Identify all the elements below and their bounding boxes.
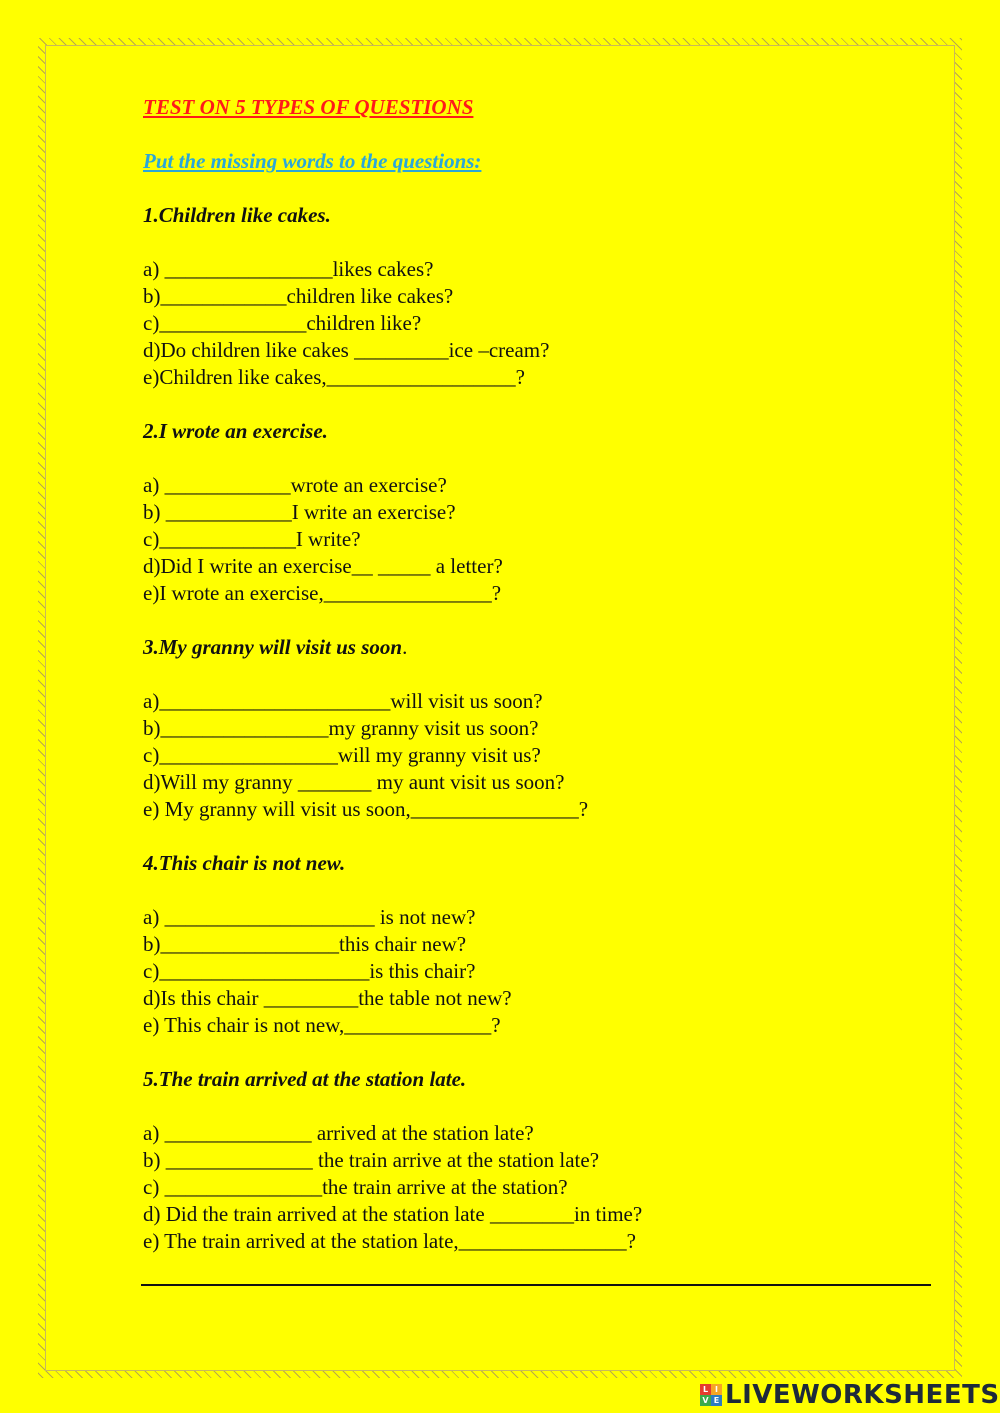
question-line: c)_____________I write? bbox=[143, 527, 361, 551]
question-line: d) Did the train arrived at the station late ________in time? bbox=[143, 1202, 643, 1226]
worksheet-content bbox=[143, 94, 943, 1255]
question-line: e)I wrote an exercise,________________? bbox=[143, 581, 502, 605]
question-line: b) ____________I write an exercise? bbox=[143, 500, 456, 524]
question-line: b) ______________ the train arrive at the station late? bbox=[143, 1148, 600, 1172]
question-line: a) ______________ arrived at the station late? bbox=[143, 1121, 534, 1145]
worksheet-title: TEST ON 5 TYPES OF QUESTIONS bbox=[143, 95, 474, 119]
logo-letter: V bbox=[700, 1395, 711, 1406]
question-line: a) ________________likes cakes? bbox=[143, 257, 434, 281]
liveworksheets-wordmark: LIVEWORKSHEETS bbox=[725, 1380, 1000, 1410]
question-section-1 bbox=[143, 202, 943, 391]
question-line: a) ____________________ is not new? bbox=[143, 905, 476, 929]
liveworksheets-logo-icon bbox=[700, 1384, 722, 1406]
bottom-rule bbox=[141, 1284, 931, 1286]
question-line: c) _______________the train arrive at the station? bbox=[143, 1175, 568, 1199]
question-section-3 bbox=[143, 634, 943, 823]
section-heading: 1.Children like cakes. bbox=[143, 203, 331, 227]
question-line: d)Will my granny _______ my aunt visit us soon? bbox=[143, 770, 565, 794]
question-line: d)Is this chair _________the table not new? bbox=[143, 986, 512, 1010]
question-section-5 bbox=[143, 1066, 943, 1255]
logo-letter: I bbox=[711, 1384, 722, 1395]
question-line: e)Children like cakes,__________________? bbox=[143, 365, 525, 389]
question-line: d)Did I write an exercise__ _____ a letter? bbox=[143, 554, 503, 578]
question-line: a)______________________will visit us soon? bbox=[143, 689, 543, 713]
question-line: b)________________my granny visit us soon? bbox=[143, 716, 539, 740]
question-line: c)____________________is this chair? bbox=[143, 959, 476, 983]
section-heading: 5.The train arrived at the station late. bbox=[143, 1067, 467, 1091]
question-line: c)______________children like? bbox=[143, 311, 422, 335]
question-section-4 bbox=[143, 850, 943, 1039]
question-line: a) ____________wrote an exercise? bbox=[143, 473, 447, 497]
section-heading: 4.This chair is not new. bbox=[143, 851, 346, 875]
section-heading: 2.I wrote an exercise. bbox=[143, 419, 328, 443]
question-line: c)_________________will my granny visit us? bbox=[143, 743, 541, 767]
question-section-2 bbox=[143, 418, 943, 607]
question-line: b)____________children like cakes? bbox=[143, 284, 454, 308]
question-line: b)_________________this chair new? bbox=[143, 932, 467, 956]
question-line: e) This chair is not new,______________? bbox=[143, 1013, 501, 1037]
section-heading: 3.My granny will visit us soon. bbox=[143, 635, 408, 659]
question-line: e) The train arrived at the station late,________________? bbox=[143, 1229, 636, 1253]
question-line: e) My granny will visit us soon,________________? bbox=[143, 797, 589, 821]
logo-letter: L bbox=[700, 1384, 711, 1395]
logo-letter: E bbox=[711, 1395, 722, 1406]
question-line: d)Do children like cakes _________ice –cream? bbox=[143, 338, 550, 362]
worksheet-instruction: Put the missing words to the questions: bbox=[143, 149, 482, 173]
liveworksheets-brand[interactable] bbox=[700, 1380, 1000, 1410]
